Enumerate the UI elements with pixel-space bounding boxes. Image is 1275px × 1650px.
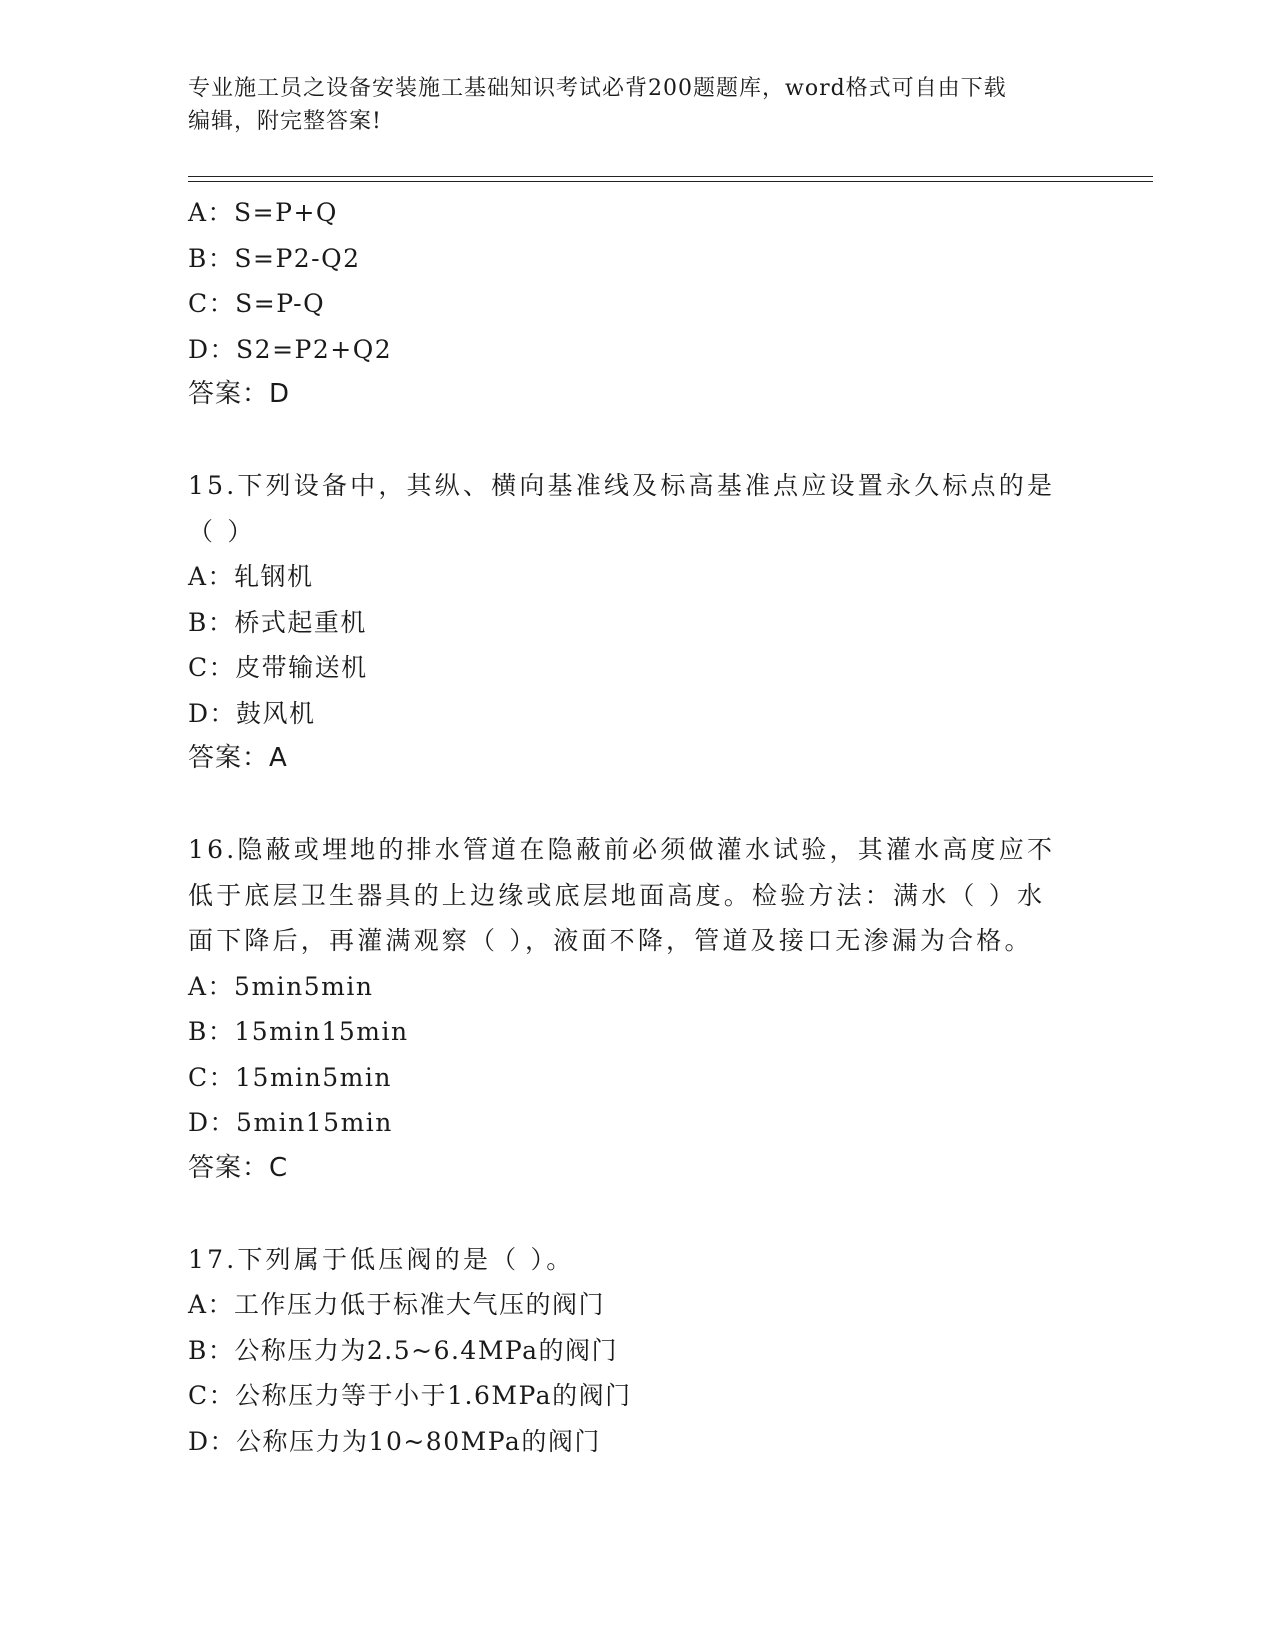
answer-label: 答案：A bbox=[188, 743, 288, 773]
header-title-line-2: 编辑，附完整答案! bbox=[188, 109, 382, 134]
header-title-line-1: 专业施工员之设备安装施工基础知识考试必背200题题库，word格式可自由下载 bbox=[188, 76, 1007, 101]
option-d: D：鼓风机 bbox=[188, 698, 316, 728]
header-divider-top bbox=[188, 176, 1153, 177]
option-b: B：桥式起重机 bbox=[188, 607, 367, 637]
question-stem: （ ） bbox=[188, 516, 256, 546]
option-d: D：5min15min bbox=[188, 1108, 393, 1137]
question-stem: 低于底层卫生器具的上边缘或底层地面高度。检验方法：满水（ ）水 bbox=[188, 880, 1046, 910]
option-c: C：15min5min bbox=[188, 1062, 392, 1092]
question-stem: 17.下列属于低压阀的是（ ）。 bbox=[188, 1244, 575, 1274]
option-a: A：S=P+Q bbox=[188, 198, 338, 227]
option-a: A：5min5min bbox=[188, 971, 374, 1001]
option-c: C：S=P-Q bbox=[188, 289, 326, 318]
spacer bbox=[188, 418, 1088, 464]
question-14 bbox=[188, 190, 1088, 418]
document-header bbox=[188, 72, 1088, 138]
question-16 bbox=[188, 827, 1088, 1191]
question-stem: 16.隐蔽或埋地的排水管道在隐蔽前必须做灌水试验，其灌水高度应不 bbox=[188, 835, 1056, 864]
question-stem: 15.下列设备中，其纵、横向基准线及标高基准点应设置永久标点的是 bbox=[188, 471, 1056, 500]
spacer bbox=[188, 1191, 1088, 1237]
option-b: B：S=P2-Q2 bbox=[188, 243, 361, 273]
question-17 bbox=[188, 1237, 1088, 1465]
option-b: B：公称压力为2.5~6.4MPa的阀门 bbox=[188, 1335, 619, 1365]
option-c: C：皮带输送机 bbox=[188, 653, 368, 682]
option-d: D：S2=P2+Q2 bbox=[188, 334, 393, 364]
answer-label: 答案：D bbox=[188, 379, 291, 409]
option-d: D：公称压力为10~80MPa的阀门 bbox=[188, 1426, 601, 1456]
option-a: A：工作压力低于标准大气压的阀门 bbox=[188, 1290, 606, 1319]
option-b: B：15min15min bbox=[188, 1017, 409, 1046]
spacer bbox=[188, 782, 1088, 828]
question-stem: 面下降后，再灌满观察（ ），液面不降，管道及接口无渗漏为合格。 bbox=[188, 926, 1033, 955]
question-15 bbox=[188, 463, 1088, 782]
question-list bbox=[188, 190, 1088, 1464]
option-c: C：公称压力等于小于1.6MPa的阀门 bbox=[188, 1381, 632, 1410]
header-divider-bottom bbox=[188, 181, 1153, 182]
answer-label: 答案：C bbox=[188, 1152, 289, 1183]
option-a: A：轧钢机 bbox=[188, 562, 314, 591]
